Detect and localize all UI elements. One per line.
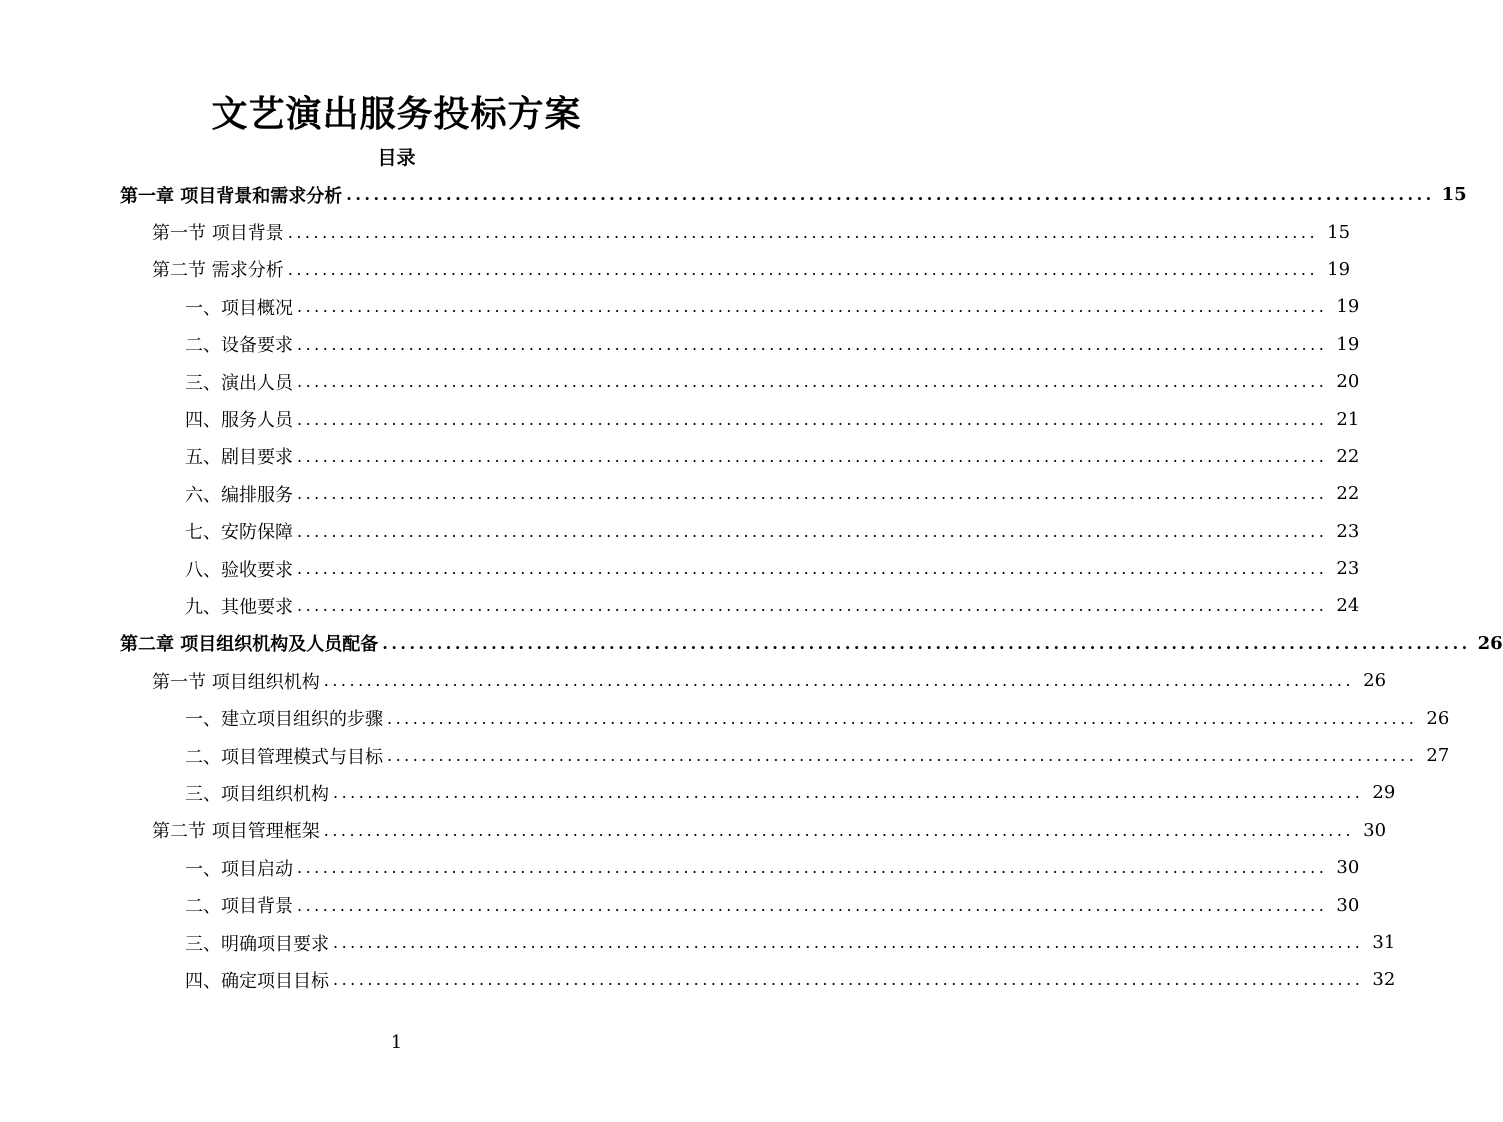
toc-entry-label: 二、项目管理模式与目标 [185,746,383,768]
toc-entry[interactable] [0,475,1360,512]
dot-leader: ........................................................................................................................ [323,820,1355,840]
dot-leader: ........................................................................................................................ [297,297,1328,317]
toc-entry[interactable] [0,513,1360,550]
toc-entry-label: 第一节 项目背景 [152,223,284,245]
toc-entry-label: 六、编排服务 [185,484,293,506]
dot-leader: ........................................................................................................................ [297,484,1328,504]
toc-entry-label: 五、剧目要求 [185,447,293,469]
dot-leader: ........................................................................................................................ [346,185,1435,205]
toc-entry-page: 26 [1426,707,1450,729]
dot-leader: ........................................................................................................................ [297,446,1328,466]
toc-entry-page: 15 [1441,184,1467,206]
toc-entry-page: 26 [1477,632,1503,654]
toc-entry-label: 第二节 项目管理框架 [152,821,320,843]
dot-leader: ........................................................................................................................ [297,895,1328,915]
toc-entry[interactable] [0,737,1450,774]
toc-entry-label: 第一节 项目组织机构 [152,671,320,693]
toc-entry-page: 24 [1336,595,1360,617]
dot-leader: ........................................................................................................................ [297,559,1328,579]
toc-entry[interactable] [0,924,1396,961]
toc-entry[interactable] [0,176,1467,213]
toc-entry-label: 九、其他要求 [185,596,293,618]
dot-leader: ........................................................................................................................ [297,521,1328,541]
toc-entry[interactable] [0,400,1360,437]
toc-entry-page: 26 [1363,670,1387,692]
toc-entry-page: 27 [1426,745,1450,767]
dot-leader: ........................................................................................................................ [287,222,1319,242]
dot-leader: ........................................................................................................................ [323,671,1355,691]
dot-leader: ........................................................................................................................ [297,596,1328,616]
toc-entry-label: 一、建立项目组织的步骤 [185,709,383,731]
toc-entry-label: 三、演出人员 [185,372,293,394]
toc-entry-label: 第二章 项目组织机构及人员配备 [120,634,379,656]
toc-entry-page: 19 [1327,258,1351,280]
dot-leader: ........................................................................................................................ [333,933,1364,952]
toc-entry-label: 四、服务人员 [185,410,293,432]
toc-entry-label: 三、项目组织机构 [185,783,329,805]
toc-entry-page: 32 [1372,969,1396,991]
toc-entry-page: 21 [1336,408,1360,430]
toc-entry-page: 19 [1336,333,1360,355]
toc-entry[interactable] [0,849,1360,886]
toc-entry-page: 29 [1372,782,1396,804]
dot-leader: ........................................................................................................................ [297,372,1328,392]
toc-entry-label: 四、确定项目目标 [185,970,329,992]
toc-entry-page: 20 [1336,371,1360,393]
toc-entry[interactable] [0,438,1360,475]
dot-leader: ........................................................................................................................ [287,259,1319,279]
toc-entry-label: 三、明确项目要求 [185,933,329,955]
page-number: 1 [390,1032,403,1053]
toc-entry-page: 22 [1336,483,1360,505]
toc-entry-page: 22 [1336,445,1360,467]
toc-entry-page: 23 [1336,558,1360,580]
toc-entry-page: 23 [1336,520,1360,542]
dot-leader: ........................................................................................................................ [297,858,1328,878]
toc-entry[interactable] [0,213,1351,250]
toc-entry[interactable] [0,662,1387,699]
dot-leader: ........................................................................................................................ [387,746,1418,766]
toc-entry-label: 一、项目概况 [185,297,293,319]
dot-leader: ........................................................................................................................ [297,409,1328,429]
toc-entry[interactable] [0,363,1360,400]
toc-entry[interactable] [0,961,1396,998]
toc-entry-label: 二、项目背景 [185,896,293,918]
toc-entry[interactable] [0,812,1387,849]
toc-entry-page: 15 [1327,221,1351,243]
toc-heading: 目录 [377,147,416,169]
toc-entry-page: 30 [1363,819,1387,841]
toc-entry-label: 八、验收要求 [185,559,293,581]
toc-entry-label: 七、安防保障 [185,522,293,544]
dot-leader: ........................................................................................................................ [297,334,1328,354]
toc-entry[interactable] [0,699,1450,736]
toc-entry[interactable] [0,587,1360,624]
toc-entry[interactable] [0,251,1351,288]
toc-entry[interactable] [0,326,1360,363]
dot-leader: ........................................................................................................................ [333,783,1364,803]
toc-entry-page: 30 [1336,857,1360,879]
toc-entry[interactable] [0,886,1360,923]
toc-entry[interactable] [0,288,1360,325]
dot-leader: ........................................................................................................................ [333,970,1364,990]
document-title: 文艺演出服务投标方案 [211,93,582,135]
dot-leader: ........................................................................................................................ [387,708,1418,728]
toc-entry-page: 19 [1336,296,1360,318]
toc-entry-label: 一、项目启动 [185,858,293,880]
table-of-contents [0,176,1503,999]
dot-leader: ........................................................................................................................ [382,633,1471,653]
toc-entry[interactable] [0,550,1360,587]
toc-entry-label: 第一章 项目背景和需求分析 [120,185,343,207]
toc-entry-page: 30 [1336,894,1360,916]
toc-entry[interactable] [0,625,1503,662]
toc-entry-page: 31 [1372,932,1396,953]
toc-entry[interactable] [0,774,1396,811]
toc-entry-label: 二、设备要求 [185,335,293,357]
toc-entry-label: 第二节 需求分析 [152,260,284,282]
